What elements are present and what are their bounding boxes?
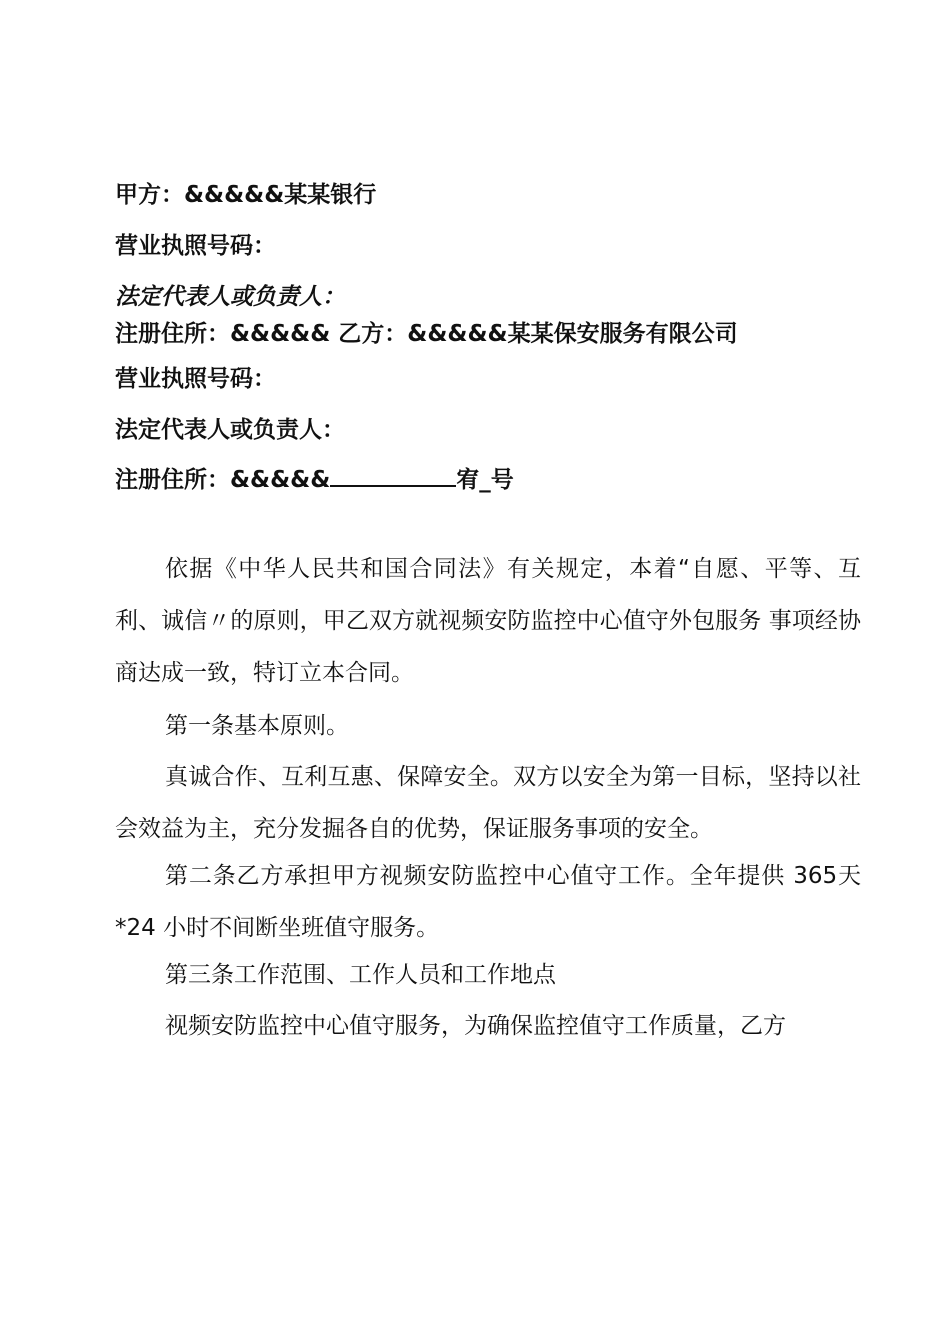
article-2-text: 第二条乙方承担甲方视频安防监控中心值守工作。全年提供 365天*24 小时不间断坐班值守服务。	[115, 863, 861, 941]
article-1-text: 真诚合作、互利互惠、保障安全。双方以安全为第一目标，坚持以社会效益为主，充分发掘各自的优势，保证服务事项的安全。	[115, 764, 861, 842]
party-b-address	[115, 465, 514, 495]
party-b-representative: 法定代表人或负责人：	[115, 417, 345, 443]
party-a-representative: 法定代表人或负责人：	[115, 284, 345, 310]
party-b-license: 营业执照号码：	[115, 366, 276, 392]
party-b-address-suffix: 宥_号	[456, 467, 514, 493]
article-3-text: 视频安防监控中心值守服务，为确保监控值守工作质量，乙方	[165, 1013, 786, 1039]
article-1-title: 第一条基本原则。	[165, 713, 349, 739]
party-a-license: 营业执照号码：	[115, 233, 276, 259]
party-a-address-party-b-name: 注册住所：&&&&& 乙方：&&&&&某某保安服务有限公司	[115, 321, 738, 347]
party-a-name: 甲方：&&&&&某某银行	[115, 182, 377, 208]
party-b-address-prefix: 注册住所：&&&&&	[115, 467, 331, 493]
address-blank-line	[330, 467, 456, 487]
intro-paragraph: 依据《中华人民共和国合同法》有关规定，本着“自愿、平等、互利、诚信〃的原则，甲乙双方就视频安防监控中心值守外包服务 事项经协商达成一致，特订立本合同。	[115, 556, 861, 686]
article-3-title: 第三条工作范围、工作人员和工作地点	[165, 962, 556, 988]
